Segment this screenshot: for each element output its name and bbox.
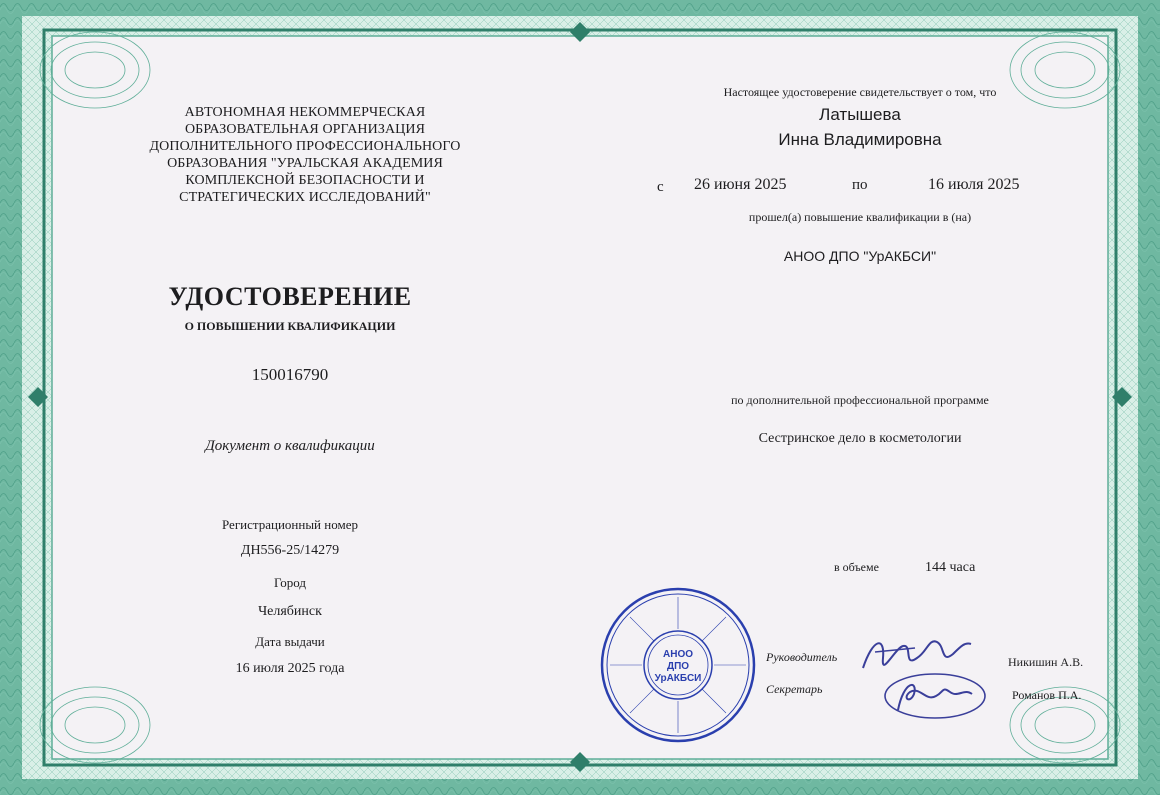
stamp-center-line: УрАКБСИ — [654, 673, 702, 684]
passed-text: прошел(а) повышение квалификации в (на) — [748, 210, 972, 224]
city: Челябинск — [258, 604, 322, 619]
issue-date-label: Дата выдачи — [255, 634, 325, 649]
certificate-number: 150016790 — [251, 365, 329, 384]
stamp-center-line: АНОО — [663, 649, 693, 660]
director-name: Никишин А.В. — [1008, 655, 1084, 669]
document-title: УДОСТОВЕРЕНИЕ — [168, 282, 412, 311]
holder-surname: Латышева — [819, 105, 901, 124]
director-label: Руководитель — [766, 650, 838, 664]
volume-value: 144 часа — [925, 560, 976, 575]
organization-stamp — [598, 585, 758, 745]
secretary-signature — [880, 666, 990, 726]
from-label: с — [657, 179, 664, 195]
date-from: 26 июня 2025 — [694, 176, 787, 193]
to-label: по — [852, 177, 868, 193]
reg-number: ДН556-25/14279 — [240, 543, 340, 558]
date-to: 16 июля 2025 — [928, 176, 1020, 193]
holder-given-names: Инна Владимировна — [778, 130, 942, 149]
secretary-name: Романов П.А. — [1012, 688, 1082, 702]
reg-number-label: Регистрационный номер — [222, 517, 358, 532]
intro-text: Настоящее удостоверение свидетельствует о том, что — [723, 85, 997, 99]
organization-name: АВТОНОМНАЯ НЕКОММЕРЧЕСКАЯ ОБРАЗОВАТЕЛЬНАЯ ОРГАНИЗАЦИЯ ДОПОЛНИТЕЛЬНОГО ПРОФЕССИОНАЛЬНОГО ОБРАЗОВАНИЯ "УРАЛЬСКАЯ АКАДЕМИЯ КОМПЛЕКСНОЙ БЕЗОПАСНОСТИ И СТРАТЕГИЧЕСКИХ ИССЛЕДОВАНИЙ" — [149, 105, 461, 205]
volume-label: в объеме — [834, 560, 879, 574]
city-label: Город — [273, 575, 307, 590]
issue-date: 16 июля 2025 года — [235, 661, 345, 676]
stamp-center-line: ДПО — [666, 661, 690, 672]
program-name: Сестринское дело в косметологии — [758, 431, 962, 446]
document-type: Документ о квалификации — [205, 438, 375, 454]
document-subtitle: О ПОВЫШЕНИИ КВАЛИФИКАЦИИ — [184, 319, 396, 333]
program-label: по дополнительной профессиональной программе — [731, 393, 989, 407]
organization-short: АНОО ДПО "УрАКБСИ" — [783, 248, 937, 264]
secretary-label: Секретарь — [766, 682, 823, 696]
